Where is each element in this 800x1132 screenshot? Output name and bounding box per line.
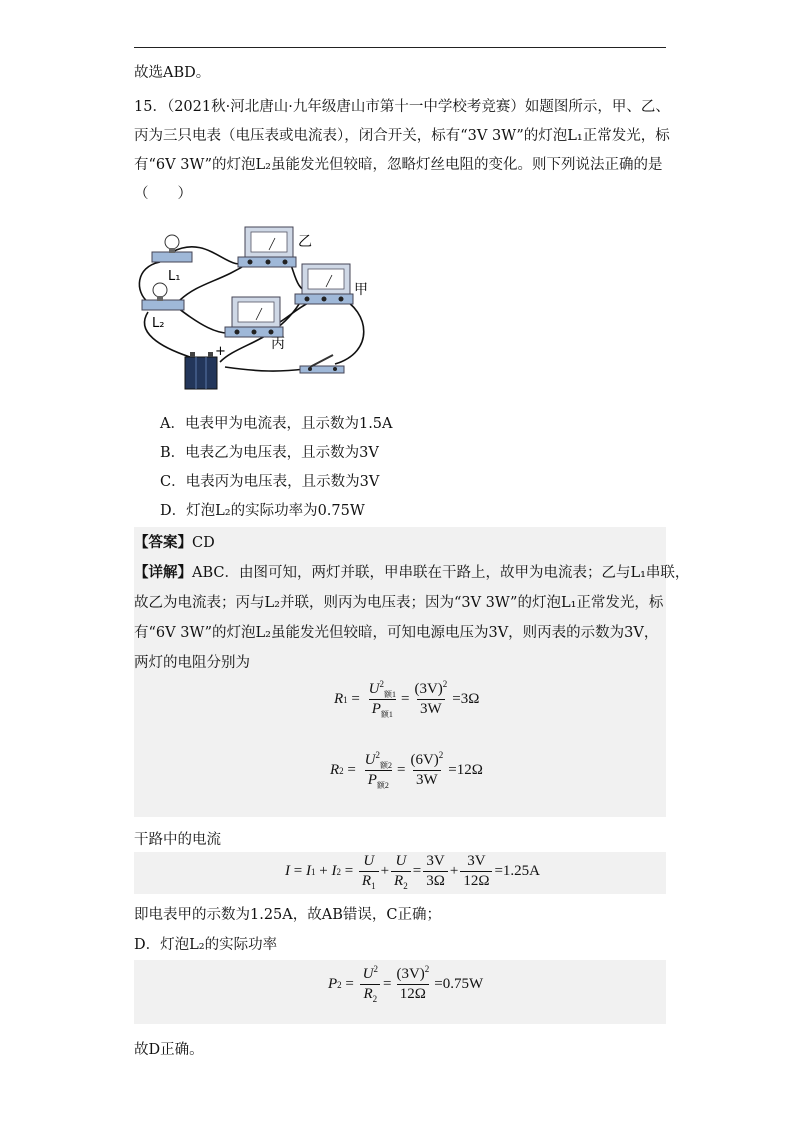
after-eq3-text: 即电表甲的示数为1.25A，故AB错误，C正确； (134, 907, 441, 923)
circuit-diagram (130, 222, 390, 392)
final-conclusion: 故D正确。 (134, 1042, 204, 1058)
label-plus: + (215, 344, 226, 359)
option-b: B．电表乙为电压表，且示数为3V (160, 445, 379, 461)
detail-label: 【详解】 (134, 564, 192, 581)
detail-line-1 (134, 563, 689, 583)
header-rule (134, 47, 666, 48)
meter-yi (238, 227, 296, 267)
detail-text-1: ABC．由图可知，两灯并联，甲串联在干路上，故甲为电流表；乙与L₁串联， (192, 565, 690, 581)
answer-label: 【答案】 (134, 534, 192, 551)
question-line-4: （ ） (134, 186, 192, 202)
equation-p2: P 2 = $\frac{U^2}{R_2}$ = $\frac{(3V)^2}{12\Omega}$ =0.75W (328, 964, 484, 1004)
label-l1: L₁ (168, 269, 181, 284)
label-bing: 丙 (271, 336, 285, 352)
equation-i: I = I 1 + I 2 = $\frac{U}{R_1}$ + $\frac{U}{R_2}$ = $\frac{3V}{3\Omega}$ + $\frac{3V}{12\Omega}$ =1.25A (285, 853, 541, 891)
option-a: A．电表甲为电流表，且示数为1.5A (160, 416, 393, 432)
previous-conclusion: 故选ABD。 (134, 65, 211, 81)
answer-value: CD (192, 535, 215, 551)
label-jia: 甲 (354, 282, 368, 298)
equation-r2: R 2 = $\frac{U^2_{额2}}{P_{额2}}$ = $\frac{(6V)^2}{3W}$ =12Ω (330, 750, 483, 790)
main-current-text: 干路中的电流 (134, 832, 221, 848)
label-l2: L₂ (152, 316, 165, 331)
lamp-l1 (152, 235, 192, 262)
lamp-l2 (142, 283, 184, 310)
answer-line (134, 533, 215, 553)
option-c: C．电表丙为电压表，且示数为3V (160, 474, 380, 490)
battery (185, 352, 217, 389)
question-line-2: 丙为三只电表（电压表或电流表），闭合开关，标有“3V 3W”的灯泡L₁正常发光，标 (134, 128, 670, 144)
option-d-explanation: D．灯泡L₂的实际功率 (134, 937, 278, 953)
detail-line-3: 有“6V 3W”的灯泡L₂虽能发光但较暗，可知电源电压为3V，则丙表的示数为3V， (134, 625, 659, 641)
question-line-3: 有“6V 3W”的灯泡L₂虽能发光但较暗，忽略灯丝电阻的变化。则下列说法正确的是 (134, 157, 663, 173)
detail-line-2: 故乙为电流表；丙与L₂并联，则丙为电压表；因为“3V 3W”的灯泡L₁正常发光，标 (134, 595, 664, 611)
meter-jia (295, 264, 353, 304)
question-line-1: 15．（2021秋·河北唐山·九年级唐山市第十一中学校考竞赛）如题图所示，甲、乙、 (134, 99, 670, 115)
equation-r1: R 1 = $\frac{U^2_{额1}}{P_{额1}}$ = $\frac{(3V)^2}{3W}$ =3Ω (334, 679, 480, 719)
detail-line-4: 两灯的电阻分别为 (134, 655, 250, 671)
meter-bing (225, 297, 283, 337)
label-yi: 乙 (298, 234, 312, 250)
option-d: D．灯泡L₂的实际功率为0.75W (160, 503, 365, 519)
